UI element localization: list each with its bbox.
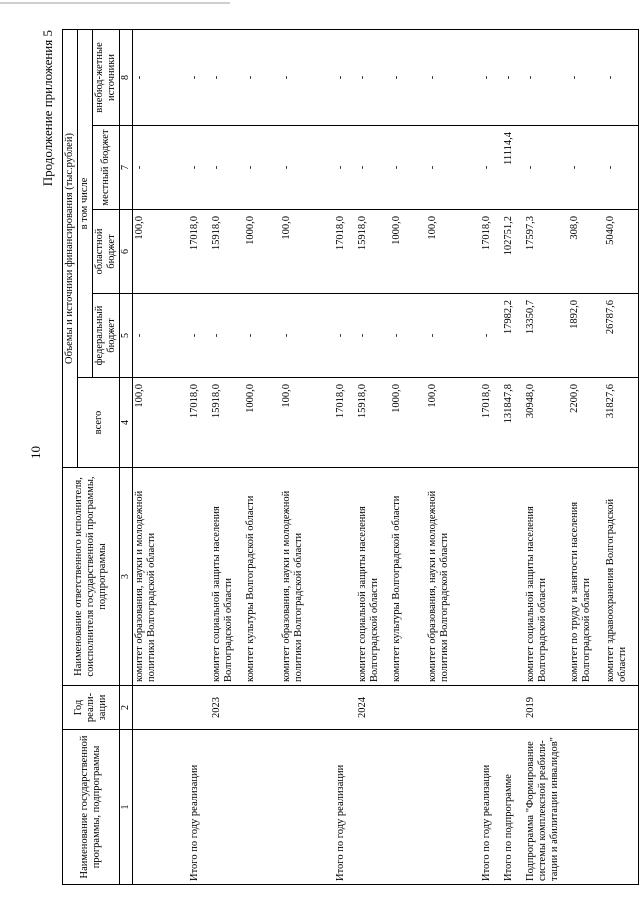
cell-regional: 5040,0 <box>604 210 638 294</box>
cell-executor: комитет социальной защиты населения Волгоградской области <box>356 468 390 686</box>
cell-total: 1000,0 <box>390 378 426 468</box>
table-row <box>568 29 604 884</box>
cell-local: - <box>604 126 638 210</box>
cell-extrabudget: - <box>334 29 356 125</box>
table-row <box>426 29 480 884</box>
col-number: 7 <box>120 126 133 210</box>
cell-extrabudget: - <box>604 29 638 125</box>
cell-program <box>426 730 480 885</box>
cell-regional: 100,0 <box>280 210 334 294</box>
cell-federal: - <box>210 294 244 378</box>
cell-program <box>132 730 188 885</box>
cell-total: 100,0 <box>280 378 334 468</box>
cell-extrabudget: - <box>524 29 568 125</box>
cell-executor: комитет образования, науки и молодежной политики Волгоградской области <box>280 468 334 686</box>
table-row <box>390 29 426 884</box>
header-extrabudget: внебюд-жетные источники <box>93 29 120 125</box>
cell-program <box>244 730 280 885</box>
cell-federal: 13350,7 <box>524 294 568 378</box>
column-number-row <box>120 29 133 884</box>
cell-federal: - <box>334 294 356 378</box>
table-row <box>480 29 502 884</box>
cell-program: Итого по году реализации <box>480 730 502 885</box>
cell-year <box>244 686 280 730</box>
cell-executor: комитет образования, науки и молодежной политики Волгоградской области <box>132 468 188 686</box>
cell-federal: 1892,0 <box>568 294 604 378</box>
cell-local: - <box>334 126 356 210</box>
header-volumes: Объемы и источники финансирования (тыс.рублей) <box>63 29 78 467</box>
table-row <box>210 29 244 884</box>
cell-local: - <box>356 126 390 210</box>
table-row <box>132 29 188 884</box>
cell-executor: комитет образования, науки и молодежной политики Волгоградской области <box>426 468 480 686</box>
cell-total: 100,0 <box>426 378 480 468</box>
cell-regional: 102751,2 <box>502 210 524 294</box>
cell-year: 2023 <box>210 686 244 730</box>
cell-extrabudget: - <box>132 29 188 125</box>
rotated-document <box>20 20 629 885</box>
cell-total: 15918,0 <box>210 378 244 468</box>
cell-program <box>604 730 638 885</box>
cell-regional: 17018,0 <box>480 210 502 294</box>
cell-program: Итого по году реализации <box>188 730 210 885</box>
cell-local: - <box>244 126 280 210</box>
col-number: 8 <box>120 29 133 125</box>
cell-federal: - <box>356 294 390 378</box>
cell-program: Итого по году реализации <box>334 730 356 885</box>
cell-executor: комитет по труду и занятости населения Волгоградской области <box>568 468 604 686</box>
table-row <box>244 29 280 884</box>
col-number: 3 <box>120 468 133 686</box>
cell-regional: 1000,0 <box>244 210 280 294</box>
table-row <box>604 29 638 884</box>
cell-federal: - <box>244 294 280 378</box>
table-row <box>188 29 210 884</box>
cell-year <box>426 686 480 730</box>
cell-year <box>480 686 502 730</box>
continuation-title: Продолжение приложения 5 <box>40 30 55 187</box>
cell-federal: - <box>390 294 426 378</box>
cell-local: - <box>132 126 188 210</box>
cell-extrabudget: - <box>188 29 210 125</box>
cell-program <box>210 730 244 885</box>
cell-local: - <box>210 126 244 210</box>
cell-program <box>390 730 426 885</box>
cell-local: - <box>568 126 604 210</box>
table-row <box>524 29 568 884</box>
cell-regional: 100,0 <box>132 210 188 294</box>
cell-total: 17018,0 <box>188 378 210 468</box>
cell-executor: комитет социальной защиты населения Волгоградской области <box>210 468 244 686</box>
header-year: Год реали-зации <box>63 686 120 730</box>
cell-local: - <box>188 126 210 210</box>
cell-federal: - <box>480 294 502 378</box>
cell-program <box>568 730 604 885</box>
cell-local: - <box>480 126 502 210</box>
cell-extrabudget: - <box>426 29 480 125</box>
cell-extrabudget: - <box>568 29 604 125</box>
header-regional: областной бюджет <box>93 210 120 294</box>
cell-program: Подпрограмма "Формирование системы комплексной реабили-тации и абилитации инвалидов" <box>524 730 568 885</box>
cell-extrabudget: - <box>280 29 334 125</box>
cell-total: 131847,8 <box>502 378 524 468</box>
cell-year <box>280 686 334 730</box>
cell-regional: 100,0 <box>426 210 480 294</box>
col-number: 5 <box>120 294 133 378</box>
cell-total: 17018,0 <box>334 378 356 468</box>
cell-program <box>280 730 334 885</box>
cell-total: 1000,0 <box>244 378 280 468</box>
cell-executor <box>334 468 356 686</box>
cell-executor: комитет здравоохранения Волгоградской области <box>604 468 638 686</box>
cell-year: 2019 <box>524 686 568 730</box>
scan-artifact <box>0 2 230 4</box>
header-executor: Наименование ответственного исполнителя, соисполнителя государственной программы, подпрограммы <box>63 468 120 686</box>
table-row <box>502 29 524 884</box>
cell-extrabudget: - <box>356 29 390 125</box>
cell-extrabudget: - <box>480 29 502 125</box>
cell-year <box>604 686 638 730</box>
header-including: в том числе <box>78 29 93 377</box>
cell-federal: - <box>426 294 480 378</box>
cell-extrabudget: - <box>210 29 244 125</box>
cell-executor: комитет культуры Волгоградской области <box>244 468 280 686</box>
col-number: 6 <box>120 210 133 294</box>
cell-year <box>390 686 426 730</box>
cell-extrabudget: - <box>390 29 426 125</box>
cell-local: - <box>524 126 568 210</box>
cell-regional: 17018,0 <box>188 210 210 294</box>
cell-executor <box>480 468 502 686</box>
header-row-1 <box>63 29 78 884</box>
col-number: 2 <box>120 686 133 730</box>
cell-local: - <box>280 126 334 210</box>
cell-program <box>356 730 390 885</box>
cell-regional: 308,0 <box>568 210 604 294</box>
financing-table <box>62 29 639 885</box>
cell-total: 31827,6 <box>604 378 638 468</box>
cell-executor <box>502 468 524 686</box>
header-total: всего <box>78 378 120 468</box>
cell-year <box>502 686 524 730</box>
cell-regional: 15918,0 <box>210 210 244 294</box>
cell-year <box>568 686 604 730</box>
header-program-name: Наименование государственной программы, подпрограммы <box>63 730 120 885</box>
cell-year: 2024 <box>356 686 390 730</box>
cell-total: 2200,0 <box>568 378 604 468</box>
header-local: местный бюджет <box>93 126 120 210</box>
header-federal: федеральный бюджет <box>93 294 120 378</box>
cell-executor <box>188 468 210 686</box>
cell-federal: - <box>280 294 334 378</box>
cell-executor: комитет культуры Волгоградской области <box>390 468 426 686</box>
cell-year <box>188 686 210 730</box>
cell-program: Итого по подпрограмме <box>502 730 524 885</box>
cell-total: 100,0 <box>132 378 188 468</box>
cell-regional: 17018,0 <box>334 210 356 294</box>
cell-regional: 17597,3 <box>524 210 568 294</box>
cell-total: 30948,0 <box>524 378 568 468</box>
cell-total: 15918,0 <box>356 378 390 468</box>
cell-year <box>132 686 188 730</box>
cell-year <box>334 686 356 730</box>
table-row <box>280 29 334 884</box>
cell-local: - <box>426 126 480 210</box>
cell-federal: - <box>188 294 210 378</box>
table-row <box>334 29 356 884</box>
cell-executor: комитет социальной защиты населения Волгоградской области <box>524 468 568 686</box>
cell-extrabudget: - <box>502 29 524 125</box>
cell-regional: 1000,0 <box>390 210 426 294</box>
cell-extrabudget: - <box>244 29 280 125</box>
cell-federal: 17982,2 <box>502 294 524 378</box>
cell-federal: 26787,6 <box>604 294 638 378</box>
cell-local: - <box>390 126 426 210</box>
cell-federal: - <box>132 294 188 378</box>
col-number: 4 <box>120 378 133 468</box>
cell-regional: 15918,0 <box>356 210 390 294</box>
page-number: 10 <box>28 446 43 459</box>
cell-local: 11114,4 <box>502 126 524 210</box>
cell-total: 17018,0 <box>480 378 502 468</box>
col-number: 1 <box>120 730 133 885</box>
table-row <box>356 29 390 884</box>
